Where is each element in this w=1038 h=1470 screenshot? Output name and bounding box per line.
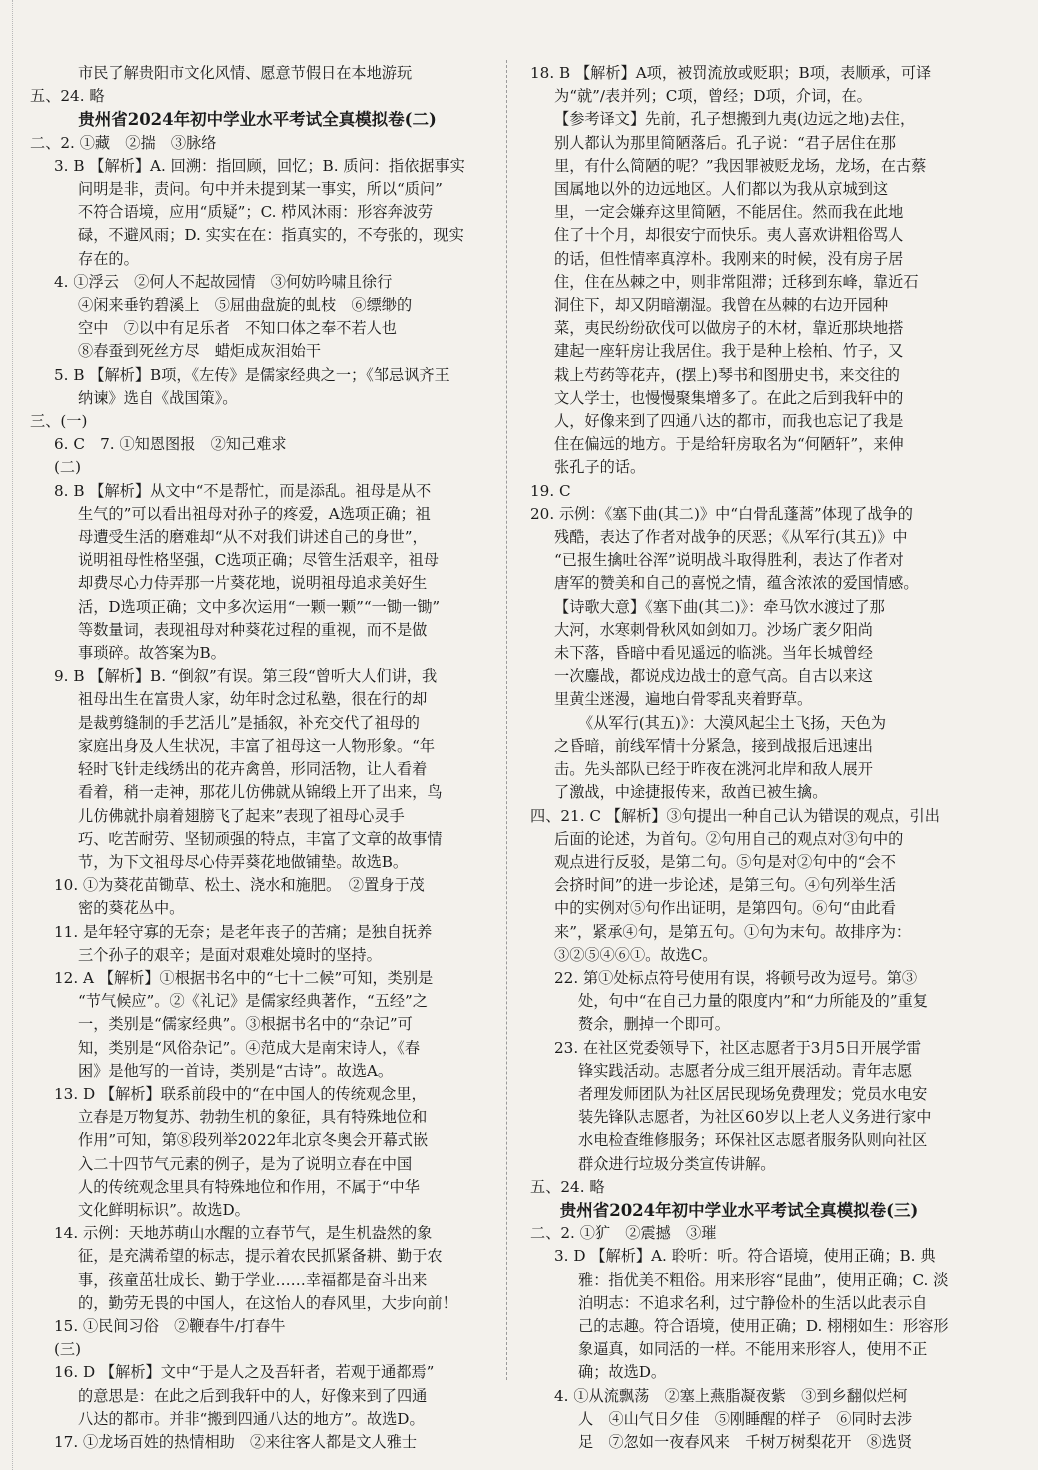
- right-column-line: 观点进行反驳，是第二句。⑤句是对②句中的“会不: [554, 852, 896, 871]
- left-column-line: 儿仿佛就扑扇着翅膀飞了起来”表现了祖母心灵手: [78, 806, 405, 825]
- right-column-line: 水电检查维修服务；环保社区志愿者服务队则向社区: [578, 1131, 928, 1150]
- left-column-line: 轻时飞针走线绣出的花卉禽兽，形同活物，让人看着: [78, 760, 428, 779]
- right-column-line: 足 ⑦忽如一夜春风来 千树万树梨花开 ⑧选贤: [578, 1432, 913, 1451]
- left-column-line: 存在的。: [78, 249, 139, 268]
- left-column-line: 碌，不避风雨；D. 实实在在：指真实的，不夸张的，现实: [78, 226, 464, 245]
- right-column-line: 住，住在丛棘之中，则非常阻滞；迁移到东峰，靠近石: [554, 272, 919, 291]
- right-column-line: 菜，夷民纷纷砍伐可以做房子的木材，靠近那块地搭: [554, 319, 904, 338]
- left-column-line: 作用”可知，第⑧段列举2022年北京冬奥会开幕式嵌: [78, 1131, 429, 1150]
- left-column-line: 五、24. 略: [30, 87, 105, 106]
- left-column-line: 八达的都市。并非“搬到四通八达的地方”。故选D。: [78, 1409, 425, 1428]
- right-column-line: 未下落，昏暗中看见遥远的临洮。当年长城曾经: [554, 644, 873, 663]
- right-column-line: 为“就”/表并列；C项，曾经；D项，介词，在。: [554, 87, 872, 106]
- left-column-line: 征，是充满希望的标志，提示着农民抓紧备耕、勤于农: [78, 1247, 443, 1266]
- right-column-line: 18. B 【解析】A项，被罚流放或贬职；B项，表顺承，可译: [530, 64, 932, 82]
- right-column-line: 栽上芍药等花卉，(摆上)琴书和图册史书，来交往的: [554, 365, 900, 384]
- left-column-line: 纳谏》选自《战国策》。: [78, 388, 238, 407]
- left-column-line: 立春是万物复苏、勃勃生机的象征，具有特殊地位和: [78, 1108, 428, 1127]
- left-column-line: 事琐碎。故答案为B。: [78, 644, 226, 663]
- left-column-line: (三): [54, 1340, 82, 1359]
- right-column-line: 洞住下，却又阴暗潮湿。我曾在丛棘的右边开园种: [554, 296, 889, 315]
- right-column-line: 贵州省2024年初中学业水平考试全真模拟卷(三): [559, 1200, 919, 1220]
- left-column-line: 家庭出身及人生状况，丰富了祖母这一人物形象。“年: [78, 736, 436, 755]
- right-column-line: 住在偏远的地方。于是给轩房取名为“何陋轩”，来伸: [554, 435, 904, 454]
- left-column-line: 说明祖母性格坚强，C选项正确；尽管生活艰辛，祖母: [78, 551, 439, 570]
- left-column-line: 13. D 【解析】联系前段中的“在中国人的传统观念里，: [54, 1084, 427, 1103]
- right-column-line: 国属地以外的边远地区。人们都以为我从京城到这: [554, 180, 889, 199]
- right-column-line: 己的志趣。符合语境，使用正确；D. 栩栩如生：形容形: [578, 1316, 949, 1335]
- right-column-line: 之昏暗，前线军情十分紧急，接到战报后迅速出: [554, 736, 873, 755]
- right-column-line: 22. 第①处标点符号使用有误，将顿号改为逗号。第③: [554, 968, 918, 987]
- left-column-line: 14. 示例：天地苏萌山水醒的立春节气，是生机盎然的象: [54, 1224, 433, 1243]
- left-column-line: 市民了解贵阳市文化风情、愿意节假日在本地游玩: [78, 64, 413, 82]
- right-column-line: 23. 在社区党委领导下，社区志愿者于3月5日开展学雷: [554, 1038, 922, 1057]
- left-column-line: 贵州省2024年初中学业水平考试全真模拟卷(二): [78, 110, 437, 130]
- right-column-line: 装先锋队志愿者，为社区60岁以上老人义务进行家中: [578, 1108, 932, 1127]
- left-column-line: 却费尽心力侍弄那一片葵花地，说明祖母追求美好生: [78, 574, 428, 593]
- left-column-line: 人的传统观念里具有特殊地位和作用，不属于“中华: [78, 1177, 420, 1196]
- right-column: [530, 62, 948, 1454]
- right-column-line: 里，有什么简陋的呢？”我因罪被贬龙场，龙场，在古蔡: [554, 156, 927, 175]
- left-column-line: 3. B 【解析】A. 回溯：指回顾，回忆；B. 质问：指依据事实: [54, 156, 465, 175]
- left-column-line: 三个孙子的艰辛；是面对艰难处境时的坚持。: [78, 945, 382, 964]
- left-column-line: 6. C 7. ①知恩图报 ②知己难求: [54, 435, 287, 454]
- right-column-line: 象逼真，如同活的一样。不能用来形容人，使用不正: [578, 1340, 928, 1359]
- right-column-line: 处，句中“在自己力量的限度内”和“力所能及的”重复: [578, 992, 928, 1011]
- right-column-line: 击。先头部队已经于昨夜在洮河北岸和敌人展开: [554, 760, 873, 779]
- left-column-line: ④闲来垂钓碧溪上 ⑤屈曲盘旋的虬枝 ⑥缥缈的: [78, 296, 413, 315]
- right-column-line: 大河，水寒刺骨秋风如剑如刀。沙场广袤夕阳尚: [554, 620, 873, 639]
- right-column-line: 文人学士，也慢慢聚集增多了。在此之后到我轩中的: [554, 388, 904, 407]
- left-column: [30, 62, 485, 1454]
- left-column-line: 不符合语境，应用“质疑”；C. 栉风沐雨：形容奔波劳: [78, 203, 434, 222]
- right-column-line: 唐军的赞美和自己的喜悦之情，蕴含浓浓的爱国情感。: [554, 574, 919, 593]
- right-column-line: 确；故选D。: [578, 1363, 667, 1382]
- left-column-line: 祖母出生在富贵人家，幼年时念过私塾，很在行的却: [78, 690, 428, 709]
- left-column-line: 节，为下文祖母尽心侍弄葵花地做铺垫。故选B。: [78, 852, 409, 871]
- right-column-line: 人，好像来到了四通八达的都市，而我也忘记了我是: [554, 412, 904, 431]
- left-column-line: 15. ①民间习俗 ②鞭春牛/打春牛: [54, 1316, 286, 1335]
- left-column-line: 巧、吃苦耐劳、坚韧顽强的特点，丰富了文章的故事情: [78, 829, 443, 848]
- binding-margin: [0, 0, 13, 1470]
- left-column-line: 的意思是：在此之后到我轩中的人，好像来到了四通: [78, 1386, 428, 1405]
- right-column-line: 4. ①从流飘荡 ②塞上燕脂凝夜紫 ③到乡翻似烂柯: [554, 1386, 908, 1405]
- left-column-line: ⑧春蚕到死丝方尽 蜡炬成灰泪始干: [78, 342, 321, 361]
- right-column-line: 四、21. C 【解析】③句提出一种自己认为错误的观点，引出: [530, 806, 940, 825]
- right-column-line: 张孔子的话。: [554, 458, 646, 477]
- right-column-line: 泊明志：不追求名利，过宁静俭朴的生活以此表示自: [578, 1293, 928, 1312]
- left-column-line: 是裁剪缝制的手艺活儿”是插叙，补充交代了祖母的: [78, 713, 420, 732]
- right-column-line: 建起一座轩房让我居住。我于是种上桧柏、竹子，又: [554, 342, 904, 361]
- right-column-line: 【诗歌大意】《塞下曲(其二)》：牵马饮水渡过了那: [554, 597, 885, 616]
- right-column-line: 的话，但性情率真淳朴。我刚来的时候，没有房子居: [554, 249, 904, 268]
- left-column-line: 入二十四节气元素的例子，是为了说明立春在中国: [78, 1154, 413, 1173]
- left-column-line: 8. B 【解析】从文中“不是帮忙，而是添乱。祖母是从不: [54, 481, 432, 500]
- right-column-line: 群众进行垃圾分类宣传讲解。: [578, 1154, 776, 1173]
- left-column-line: 16. D 【解析】文中“于是人之及吾轩者，若观于通都焉”: [54, 1363, 435, 1382]
- left-column-line: 12. A 【解析】①根据书名中的“七十二候”可知，类别是: [54, 968, 434, 987]
- left-column-line: 4. ①浮云 ②何人不起故园情 ③何妨吟啸且徐行: [54, 272, 393, 291]
- left-column-line: 一，类别是“儒家经典”。③根据书名中的“杂记”可: [78, 1015, 413, 1034]
- right-column-line: 锋实践活动。志愿者分成三组开展活动。青年志愿: [578, 1061, 913, 1080]
- left-column-line: 17. ①龙场百姓的热情相助 ②来往客人都是文人雅士: [54, 1432, 418, 1451]
- left-column-line: 文化鲜明标识”。故选D。: [78, 1200, 250, 1219]
- left-column-line: 空中 ⑦以中有足乐者 不知口体之奉不若人也: [78, 319, 397, 338]
- right-column-line: 者理发师团队为社区居民现场免费理发；党员水电安: [578, 1084, 928, 1103]
- left-column-line: 事，孩童茁壮成长、勤于学业……幸福都是奋斗出来: [78, 1270, 428, 1289]
- left-column-line: 10. ①为葵花苗锄草、松土、浇水和施肥。 ②置身于茂: [54, 876, 425, 895]
- left-column-line: 困》是他写的一首诗，类别是“古诗”。故选A。: [78, 1061, 394, 1080]
- right-column-line: 19. C: [530, 481, 571, 500]
- left-column-line: 生气的”可以看出祖母对孙子的疼爱，A选项正确；祖: [78, 504, 431, 523]
- right-column-line: 里，一定会嫌弃这里简陋，不能居住。然而我在此地: [554, 203, 904, 222]
- right-column-line: 中的实例对⑤句作出证明，是第四句。⑥句“由此看: [554, 899, 896, 918]
- left-column-line: 5. B 【解析】B项，《左传》是儒家经典之一；《邹忌讽齐王: [54, 365, 450, 384]
- left-column-line: 的，勤劳无畏的中国人，在这怡人的春风里，大步向前！: [78, 1293, 458, 1312]
- right-column-line: 3. D 【解析】A. 聆听：听。符合语境，使用正确；B. 典: [554, 1247, 936, 1266]
- right-column-line: 【参考译文】先前，孔子想搬到九夷(边远之地)去住，: [554, 110, 916, 129]
- left-column-line: 二、2. ①藏 ②揣 ③脉络: [30, 133, 217, 152]
- right-column-line: 人 ④山气日夕佳 ⑤刚睡醒的样子 ⑥同时去涉: [578, 1409, 913, 1428]
- left-column-line: 等数量词，表现祖母对种葵花过程的重视，而不是做: [78, 620, 428, 639]
- right-column-line: 会挤时间”的进一步论述，是第三句。④句列举生活: [554, 876, 896, 895]
- right-column-line: 里黄尘迷漫，遍地白骨零乱夹着野草。: [554, 690, 813, 709]
- left-column-line: 活，D选项正确；文中多次运用“一颗一颗”“一锄一锄”: [78, 597, 441, 616]
- right-column-line: 来”，紧承④句，是第五句。①句为末句。故排序为：: [554, 922, 912, 941]
- left-column-line: 知，类别是“风俗杂记”。④范成大是南宋诗人，《春: [78, 1038, 421, 1057]
- right-column-line: 赘余，删掉一个即可。: [578, 1015, 730, 1034]
- right-column-line: 住了十个月，却很安宁而快乐。夷人喜欢讲粗俗骂人: [554, 226, 904, 245]
- right-column-line: 《从军行(其五)》：大漠风起尘土飞扬，天色为: [578, 713, 887, 732]
- left-column-line: 密的葵花丛中。: [78, 899, 185, 918]
- column-divider: [506, 60, 507, 1380]
- right-column-line: 残酷，表达了作者对战争的厌恶；《从军行(其五)》中: [554, 528, 908, 547]
- right-column-line: 了激战，中途捷报传来，敌酋已被生擒。: [554, 783, 828, 802]
- left-column-line: 母遭受生活的磨难却“从不对我们讲述自己的身世”，: [78, 528, 428, 547]
- right-column-line: ③②⑤④⑥①。故选C。: [554, 945, 718, 964]
- right-column-line: 一次鏖战，都说戍边战士的意气高。自古以来这: [554, 667, 873, 686]
- right-column-line: 五、24. 略: [530, 1177, 605, 1196]
- left-column-line: (二): [54, 458, 82, 477]
- left-column-line: 11. 是年轻守寡的无奈；是老年丧子的苦痛；是独自抚养: [54, 922, 433, 941]
- left-column-line: “节气候应”。②《礼记》是儒家经典著作，“五经”之: [78, 992, 428, 1011]
- right-column-line: 后面的论述，为首句。②句用自己的观点对③句中的: [554, 829, 904, 848]
- left-column-line: 问明是非，责问。句中并未提到某一事实，所以“质问”: [78, 180, 443, 199]
- right-column-line: “已报生擒吐谷浑”说明战斗取得胜利，表达了作者对: [554, 551, 904, 570]
- left-column-line: 三、(一): [30, 412, 88, 431]
- left-column-line: 9. B 【解析】B. “倒叙”有误。第三段“曾听大人们讲，我: [54, 667, 438, 686]
- right-column-line: 雅：指优美不粗俗。用来形容“昆曲”，使用正确；C. 淡: [578, 1270, 949, 1289]
- left-column-line: 看着，稍一走神，那花儿仿佛就从锦缎上开了出来，鸟: [78, 783, 443, 802]
- right-column-line: 二、2. ①犷 ②震撼 ③璀: [530, 1224, 717, 1243]
- right-column-line: 20. 示例：《塞下曲(其二)》中“白骨乱蓬蒿”体现了战争的: [530, 504, 913, 523]
- right-column-line: 别人都认为那里简陋落后。孔子说：“君子居住在那: [554, 133, 896, 152]
